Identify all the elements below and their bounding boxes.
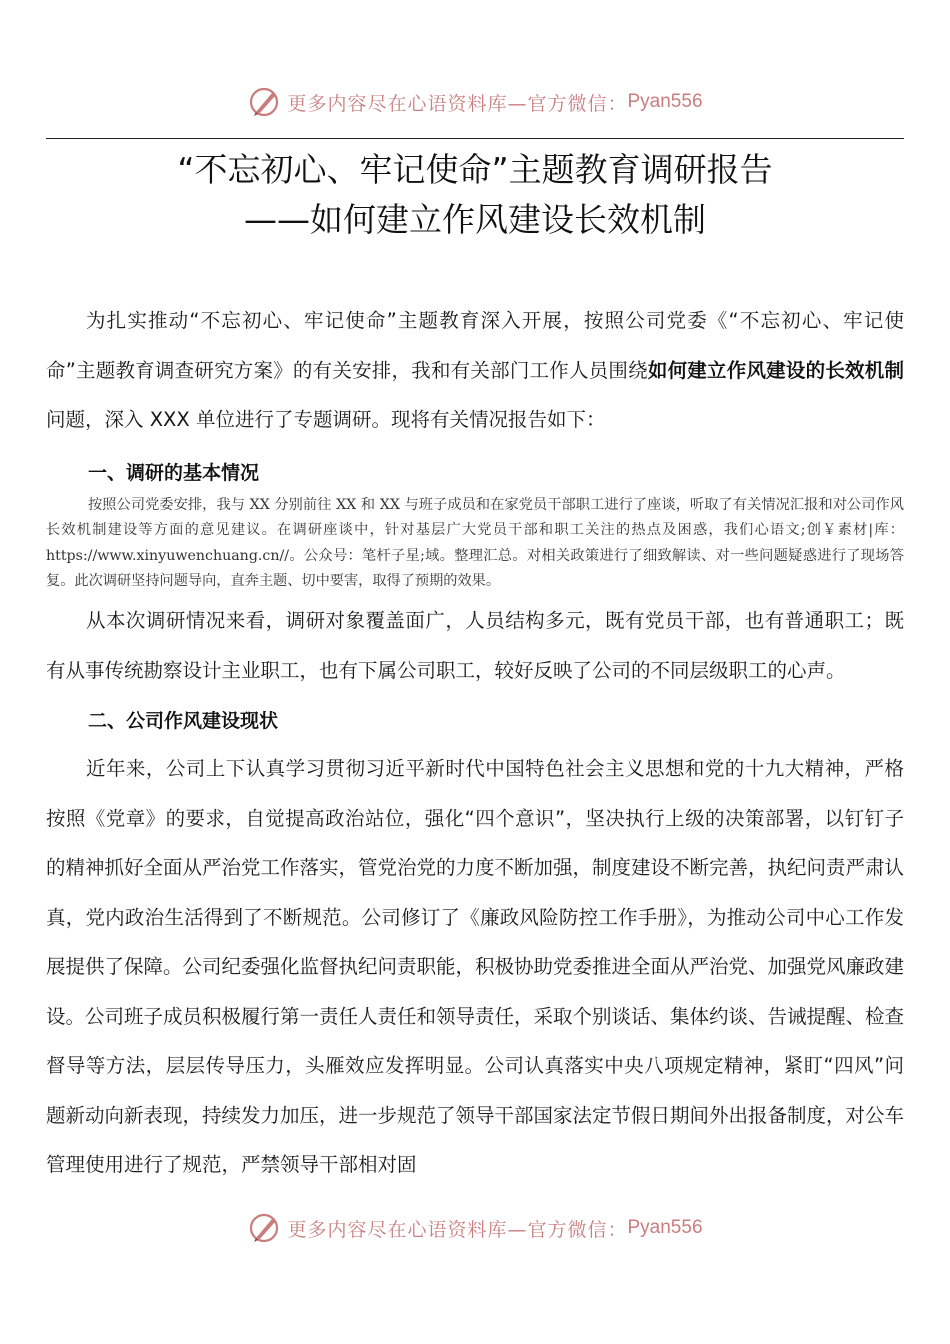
- header-watermark: [0, 82, 950, 122]
- document-subtitle: ——如何建立作风建设长效机制: [244, 200, 706, 239]
- section-1-heading: 一、调研的基本情况: [88, 462, 260, 484]
- header-divider: [46, 138, 904, 139]
- document-title: “不忘初心、牢记使命”主题教育调研报告: [177, 150, 773, 189]
- intro-bold-topic: 如何建立作风建设的长效机制: [647, 358, 904, 382]
- section-2-paragraph-1: 近年来，公司上下认真学习贯彻习近平新时代中国特色社会主义思想和党的十九大精神，严格按照《党章》的要求，自觉提高政治站位，强化“四个意识”，坚决执行上级的决策部署，以钉钉子的精神抓好全面从严治党工作落实，管党治党的力度不断加强，制度建设不断完善，执纪问责严肃认真，党内政治生活得到了不断规范。公司修订了《廉政风险防控工作手册》，为推动公司中心工作发展提供了保障。公司纪委强化监督执纪问责职能，积极协助党委推进全面从严治党、加强党风廉政建设。公司班子成员积极履行第一责任人责任和领导责任，采取个别谈话、集体约谈、告诫提醒、检查督导等方法，层层传导压力，头雁效应发挥明显。公司认真落实中央八项规定精神，紧盯“四风”问题新动向新表现，持续发力加压，进一步规范了领导干部国家法定节假日期间外出报备制度，对公车管理使用进行了规范，严禁领导干部相对固: [46, 757, 905, 1176]
- intro-text-1: 为扎实推动“不忘初心、牢记使命”主题教育深入开展，按照公司党委《“不忘初心、牢记使命”主题教育调查研究方案》的有关安排，我和有关部门工作人员围绕: [46, 309, 904, 382]
- section-2-heading: 二、公司作风建设现状: [88, 710, 279, 732]
- intro-text-2: 问题，深入 XXX 单位进行了专题调研。现将有关情况报告如下：: [46, 408, 606, 431]
- section-1-paragraph-2: 从本次调研情况来看，调研对象覆盖面广，人员结构多元，既有党员干部，也有普通职工；既有从事传统勘察设计主业职工，也有下属公司职工，较好反映了公司的不同层级职工的心声。: [46, 609, 904, 682]
- footer-watermark: [0, 1208, 950, 1248]
- pen-logo-icon: [247, 1211, 281, 1245]
- section-1-paragraph-1: 按照公司党委安排，我与 XX 分别前往 XX 和 XX 与班子成员和在家党员干部职工进行了座谈，听取了有关情况汇报和对公司作风长效机制建设等方面的意见建议。在调研座谈中，针对基层广大党员干部和职工关注的热点及困惑，我们心语文;创￥素材|库：https://www.xinyuwenchuang.cn//。公众号：笔杆子星;域。整理汇总。对相关政策进行了细致解读、对一些问题疑惑进行了现场答复。此次调研坚持问题导向，直奔主题、切中要害，取得了预期的效果。: [46, 497, 904, 589]
- pen-logo-icon: [247, 85, 281, 119]
- watermark-wechat-id: Pyan556: [627, 91, 703, 112]
- watermark-wechat-id: Pyan556: [627, 1217, 703, 1238]
- watermark-text: 更多内容尽在心语资料库—官方微信：: [287, 1218, 628, 1241]
- intro-paragraph: [46, 296, 904, 445]
- watermark-text: 更多内容尽在心语资料库—官方微信：: [287, 92, 628, 115]
